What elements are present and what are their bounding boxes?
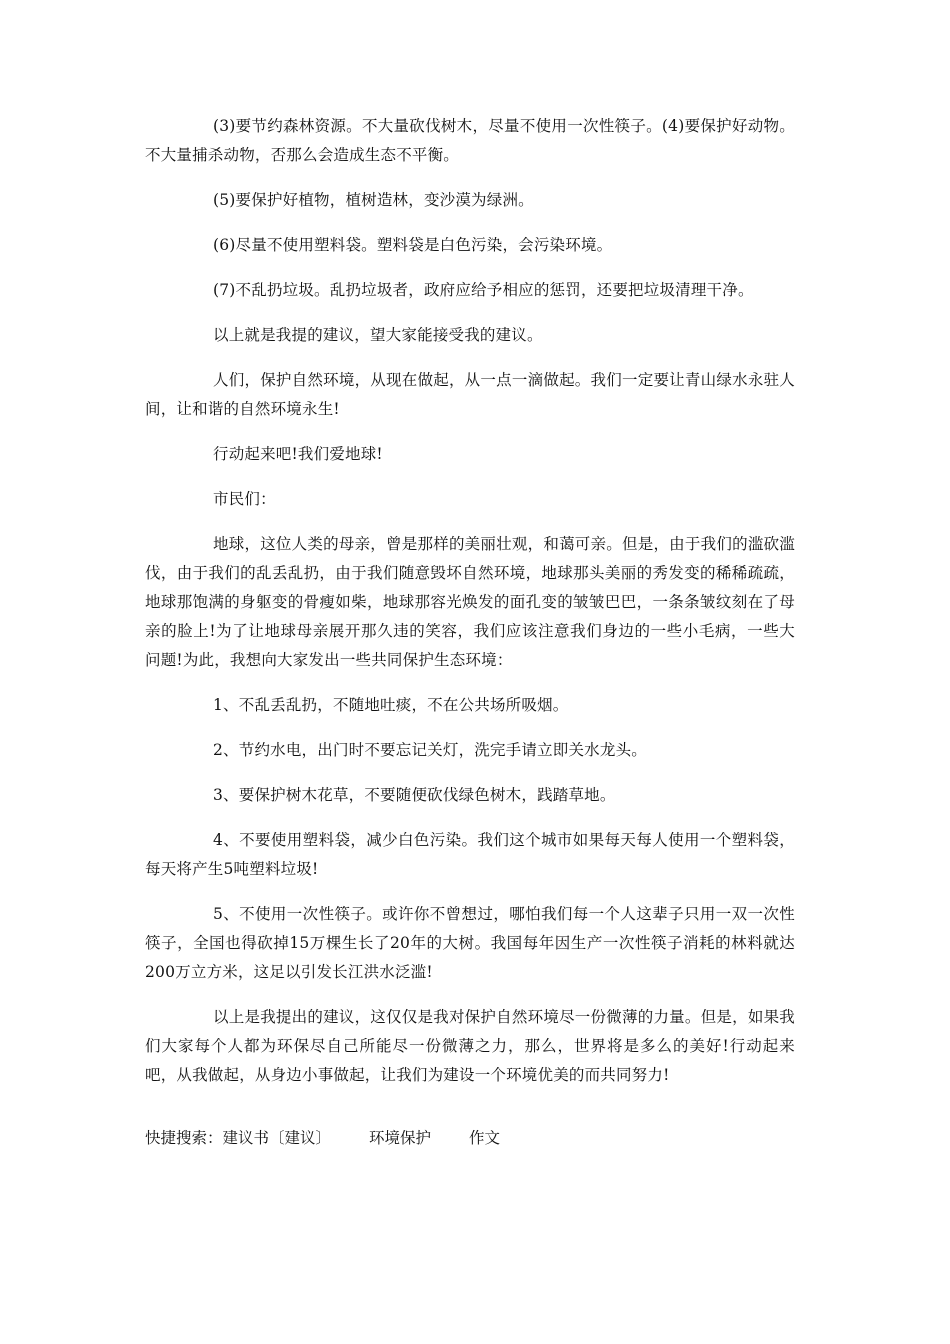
paragraph: (7)不乱扔垃圾。乱扔垃圾者，政府应给予相应的惩罚，还要把垃圾清理干净。 (213, 281, 754, 299)
paragraph: 市民们： (213, 490, 276, 508)
paragraph: (3)要节约森林资源。不大量砍伐树木，尽量不使用一次性筷子。(4)要保护好动物。不大量捕杀动物，否那么会造成生态不平衡。 (145, 117, 795, 164)
document-body (145, 112, 795, 1090)
paragraph: 以上就是我提的建议，望大家能接受我的建议。 (213, 326, 543, 344)
paragraph: 以上是我提出的建议，这仅仅是我对保护自然环境尽一份微薄的力量。但是，如果我们大家每个人都为环保尽自己所能尽一份微薄之力，那么，世界将是多么的美好!行动起来吧，从我做起，从身边小事做起，让我们为建设一个环境优美的而共同努力! (145, 1008, 795, 1084)
list-item: 5、不使用一次性筷子。或许你不曾想过，哪怕我们每一个人这辈子只用一双一次性筷子，全国也得砍掉15万棵生长了20年的大树。我国每年因生产一次性筷子消耗的林料就达200万立方米，这足以引发长江洪水泛滥! (145, 905, 795, 981)
quick-search-tag[interactable]: 作文 (469, 1129, 501, 1147)
paragraph: 人们，保护自然环境，从现在做起，从一点一滴做起。我们一定要让青山绿水永驻人间，让和谐的自然环境永生! (145, 371, 795, 418)
paragraph: (5)要保护好植物，植树造林，变沙漠为绿洲。 (213, 191, 534, 209)
list-item: 2、节约水电，出门时不要忘记关灯，洗完手请立即关水龙头。 (213, 741, 647, 759)
list-item: 1、不乱丢乱扔，不随地吐痰，不在公共场所吸烟。 (213, 696, 569, 714)
list-item: 4、不要使用塑料袋，减少白色污染。我们这个城市如果每天每人使用一个塑料袋，每天将产生5吨塑料垃圾! (145, 831, 795, 878)
paragraph: 行动起来吧!我们爱地球! (213, 445, 383, 463)
quick-search-label: 快捷搜索： (145, 1129, 223, 1147)
paragraph: 地球，这位人类的母亲，曾是那样的美丽壮观，和蔼可亲。但是，由于我们的滥砍滥伐，由于我们的乱丢乱扔，由于我们随意毁坏自然环境，地球那头美丽的秀发变的稀稀疏疏，地球那饱满的身躯变的骨瘦如柴，地球那容光焕发的面孔变的皱皱巴巴，一条条皱纹刻在了母亲的脸上!为了让地球母亲展开那久违的笑容，我们应该注意我们身边的一些小毛病，一些大问题!为此，我想向大家发出一些共同保护生态环境： (145, 535, 795, 669)
paragraph: (6)尽量不使用塑料袋。塑料袋是白色污染，会污染环境。 (213, 236, 613, 254)
quick-search (145, 1124, 500, 1153)
quick-search-tag[interactable]: 环境保护 (369, 1129, 432, 1147)
quick-search-tag[interactable]: 建议书〔建议〕 (222, 1129, 332, 1147)
list-item: 3、要保护树木花草，不要随便砍伐绿色树木，践踏草地。 (213, 786, 616, 804)
